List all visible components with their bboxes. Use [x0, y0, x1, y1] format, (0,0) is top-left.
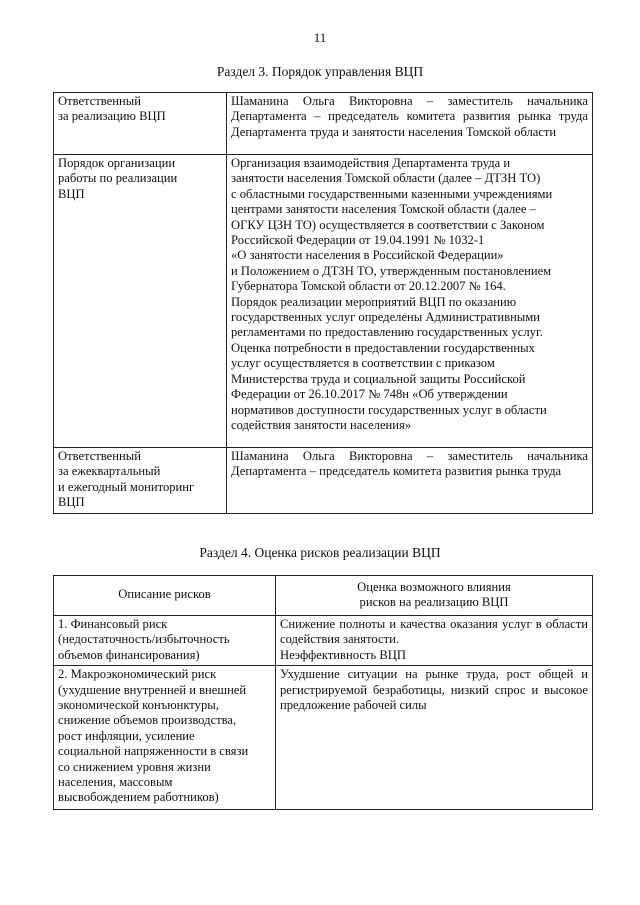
financial-risk-impact: Снижение полноты и качества оказания услуг в области содействия занятости. Неэффективность ВЦП — [276, 616, 593, 666]
management-table — [53, 92, 593, 514]
responsible-value: Шаманина Ольга Викторовна – заместитель начальника Департамента – председатель комитета развития рынка труда Департамента труда и занятости населения Томской области — [227, 93, 593, 155]
section-4-title: Раздел 4. Оценка рисков реализации ВЦП — [199, 545, 441, 560]
table-row — [54, 93, 593, 155]
macroeconomic-risk: 2. Макроэкономический риск (ухудшение внутренней и внешней экономической конъюнктуры, снижение объемов производства, рост инфляции, усиление социальной напряженности в связи со снижением уровня жизни населения, массовым высвобождением работников) — [54, 666, 276, 810]
macroeconomic-risk-impact: Ухудшение ситуации на рынке труда, рост общей и регистрируемой безработицы, низкий спрос и высокое предложение рабочей силы — [276, 666, 593, 810]
organization-value: Организация взаимодействия Департамента труда и занятости населения Томской области (далее – ДТЗН ТО) с областными государственными казенными учреждениями центрами занятости населения Томской области (далее – ОГКУ ЦЗН ТО) осуществляется в соответствии с Законом Российской Федерации от 19.04.1991 № 1032-1 «О занятости населения в Российской Федерации» и Положением о ДТЗН ТО, утвержденным постановлением Губернатора Томской области от 20.12.2007 № 164. Порядок реализации мероприятий ВЦП по оказанию государственных услуг определены Административными регламентами по предоставлению государственных услуг. Оценка потребности в предоставлении государственных услуг осуществляется в соответствии с приказом Министерства труда и социальной защиты Российской Федерации от 26.10.2017 № 748н «Об утверждении нормативов доступности государственных услуг в области содействия занятости населения» — [227, 155, 593, 448]
table-row — [54, 616, 593, 666]
monitoring-label: Ответственный за ежеквартальный и ежегодный мониторинг ВЦП — [54, 448, 227, 514]
monitoring-value: Шаманина Ольга Викторовна – заместитель начальника Департамента – председатель комитета развития рынка труда — [227, 448, 593, 514]
financial-risk: 1. Финансовый риск (недостаточность/избыточность объемов финансирования) — [54, 616, 276, 666]
section-3-title: Раздел 3. Порядок управления ВЦП — [216, 64, 424, 79]
table-row — [54, 666, 593, 810]
table-header-row — [54, 576, 593, 616]
organization-label: Порядок организации работы по реализации ВЦП — [54, 155, 227, 448]
page-number: 11 — [313, 30, 327, 45]
table-row — [54, 448, 593, 514]
risk-column-header: Описание рисков — [54, 576, 276, 616]
impact-column-header: Оценка возможного влияния рисков на реализацию ВЦП — [276, 576, 593, 616]
responsible-label: Ответственный за реализацию ВЦП — [54, 93, 227, 155]
table-row — [54, 155, 593, 448]
risks-table — [53, 575, 593, 810]
